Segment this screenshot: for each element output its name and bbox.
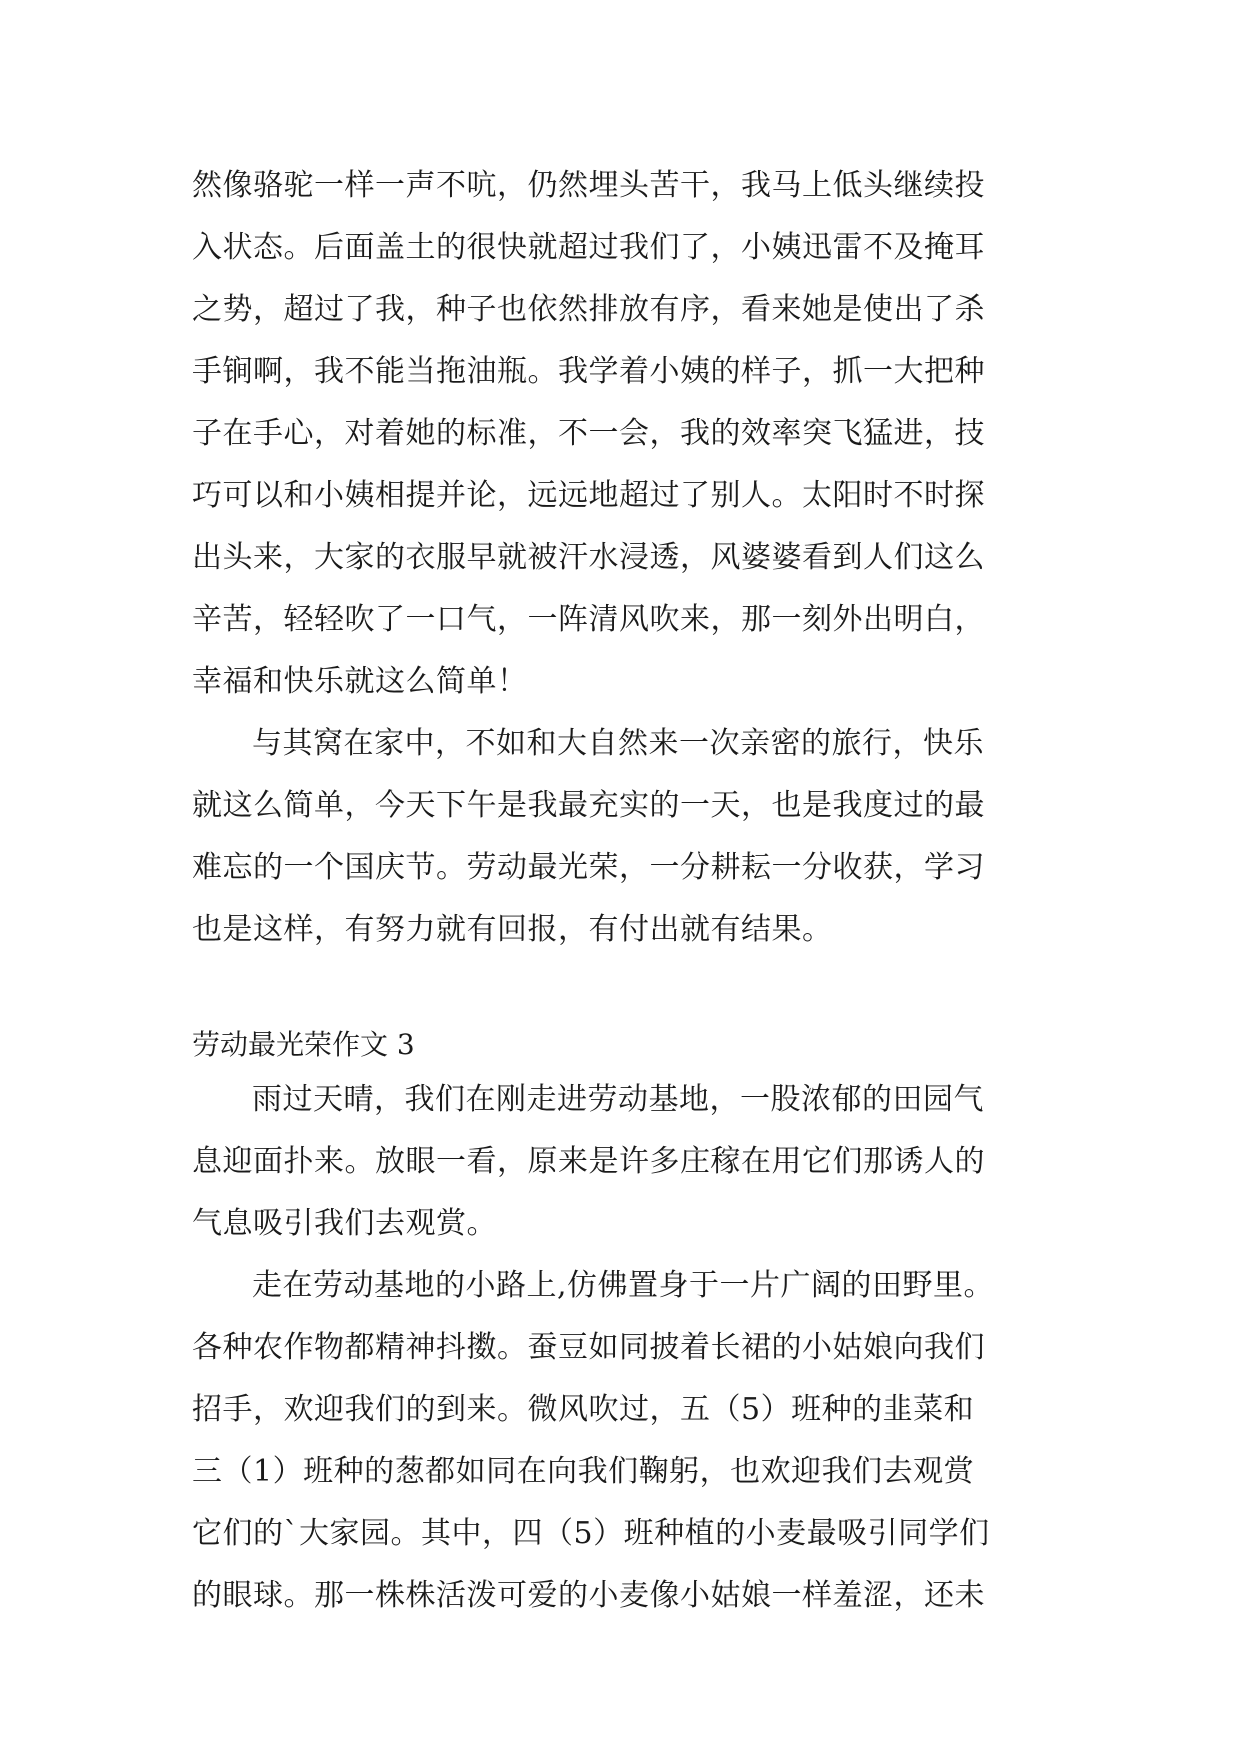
section-title: 劳动最光荣作文 3 xyxy=(192,1028,415,1061)
paragraph-line: 也是这样，有努力就有回报，有付出就有结果。 xyxy=(192,912,833,947)
paragraph-line: 难忘的一个国庆节。劳动最光荣，一分耕耘一分收获，学习 xyxy=(192,850,985,885)
paragraph-line: 然像骆驼一样一声不吭，仍然埋头苦干，我马上低头继续投 xyxy=(192,168,985,203)
paragraph-line: 雨过天晴，我们在刚走进劳动基地，一股浓郁的田园气 xyxy=(252,1082,984,1117)
paragraph-line: 招手，欢迎我们的到来。微风吹过，五（5）班种的韭菜和 xyxy=(192,1392,975,1427)
paragraph-line: 子在手心，对着她的标准，不一会，我的效率突飞猛进，技 xyxy=(192,416,985,451)
paragraph-line: 与其窝在家中，不如和大自然来一次亲密的旅行，快乐 xyxy=(252,726,984,761)
paragraph-line: 入状态。后面盖土的很快就超过我们了，小姨迅雷不及掩耳 xyxy=(192,230,985,265)
paragraph-line: 气息吸引我们去观赏。 xyxy=(192,1206,497,1241)
paragraph-line: 它们的`大家园。其中，四（5）班种植的小麦最吸引同学们 xyxy=(192,1516,990,1551)
paragraph-line: 的眼球。那一株株活泼可爱的小麦像小姑娘一样羞涩，还未 xyxy=(192,1578,985,1613)
paragraph-line: 三（1）班种的葱都如同在向我们鞠躬，也欢迎我们去观赏 xyxy=(192,1454,975,1489)
paragraph-line: 出头来，大家的衣服早就被汗水浸透，风婆婆看到人们这么 xyxy=(192,540,985,575)
paragraph-line: 走在劳动基地的小路上,仿佛置身于一片广阔的田野里。 xyxy=(252,1268,995,1303)
paragraph-line: 幸福和快乐就这么简单！ xyxy=(192,664,528,699)
paragraph-line: 巧可以和小姨相提并论，远远地超过了别人。太阳时不时探 xyxy=(192,478,985,513)
paragraph-line: 就这么简单，今天下午是我最充实的一天，也是我度过的最 xyxy=(192,788,985,823)
paragraph-line: 辛苦，轻轻吹了一口气，一阵清风吹来，那一刻外出明白， xyxy=(192,602,985,637)
paragraph-line: 手锏啊，我不能当拖油瓶。我学着小姨的样子，抓一大把种 xyxy=(192,354,985,389)
paragraph-line: 各种农作物都精神抖擞。蚕豆如同披着长裙的小姑娘向我们 xyxy=(192,1330,985,1365)
paragraph-line: 之势，超过了我，种子也依然排放有序，看来她是使出了杀 xyxy=(192,292,985,327)
paragraph-line: 息迎面扑来。放眼一看，原来是许多庄稼在用它们那诱人的 xyxy=(192,1144,985,1179)
